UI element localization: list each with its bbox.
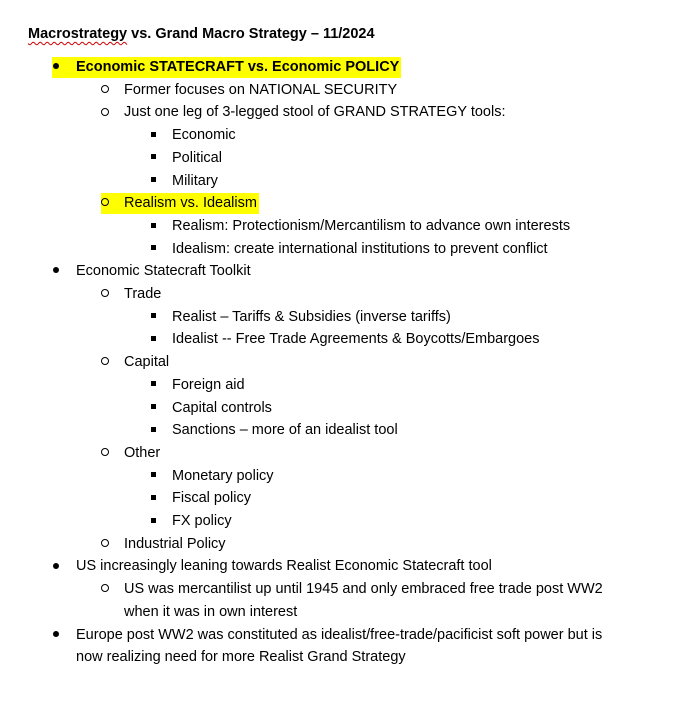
bullet-square-icon [141,397,165,420]
bullet-circle-icon [93,79,117,102]
list-item-level-2: US was mercantilist up until 1945 and only embraced free trade post WW2 [124,581,603,598]
list-item-level-2: when it was in own interest [124,603,298,620]
list-item-level-3: Military [172,172,218,189]
list-item-level-2: Other [124,444,161,461]
list-item-level-1: Economic Statecraft Toolkit [76,263,251,280]
list-item-level-3: Idealism: create international institutions to prevent conflict [172,240,548,257]
bullet-circle-icon [93,192,117,215]
list-item-level-3: FX policy [172,513,232,529]
list-item-level-2: Just one leg of 3-legged stool of GRAND STRATEGY tools: [124,104,506,121]
bullet-circle-icon [93,101,117,124]
bullet-square-icon [141,215,165,238]
list-item-level-3: Monetary policy [172,467,274,484]
bullet-disc-icon [44,260,68,283]
list-item-level-2: Realism vs. Idealism [124,195,257,212]
document-title [28,24,375,44]
list-item-level-1: now realizing need for more Realist Grand Strategy [76,649,406,666]
list-item-level-3: Fiscal policy [172,490,251,507]
list-item-level-1: Europe post WW2 was constituted as idealist/free-trade/pacificist soft power but is [76,626,603,643]
list-item-level-3: Economic [172,127,236,144]
bullet-circle-icon [93,283,117,306]
bullet-disc-icon [44,555,68,578]
bullet-square-icon [141,306,165,329]
bullet-square-icon [141,419,165,442]
bullet-square-icon [141,124,165,147]
list-item-level-1: Economic STATECRAFT vs. Economic POLICY [76,59,400,75]
list-item-level-1: US increasingly leaning towards Realist Economic Statecraft tool [76,558,492,575]
bullet-square-icon [141,374,165,397]
bullet-square-icon [141,465,165,488]
list-item-level-3: Capital controls [172,399,272,416]
list-item-level-2: Capital [124,354,170,371]
list-item-level-3: Foreign aid [172,376,245,393]
title-rest: vs. Grand Macro Strategy – 11/2024 [127,26,375,42]
bullet-circle-icon [93,351,117,374]
bullet-circle-icon [93,533,117,556]
list-item-level-3: Realist – Tariffs & Subsidies (inverse tariffs) [172,308,451,325]
list-item-level-2: Industrial Policy [124,535,226,552]
list-item-level-2: Trade [124,286,162,302]
bullet-disc-icon [44,56,68,79]
list-item-level-3: Sanctions – more of an idealist tool [172,422,398,439]
list-item-level-3: Political [172,149,222,166]
bullet-square-icon [141,147,165,170]
bullet-circle-icon [93,442,117,465]
bullet-square-icon [141,510,165,533]
list-item-level-2: Former focuses on NATIONAL SECURITY [124,81,398,98]
bullet-square-icon [141,487,165,510]
title-misspelled-word: Macrostrategy [28,26,128,42]
bullet-square-icon [141,238,165,261]
list-item-level-3: Realism: Protectionism/Mercantilism to advance own interests [172,217,571,234]
bullet-disc-icon [44,624,68,647]
bullet-square-icon [141,328,165,351]
bullet-circle-icon [93,578,117,601]
list-item-level-3: Idealist -- Free Trade Agreements & Boycotts/Embargoes [172,331,540,348]
bullet-square-icon [141,170,165,193]
